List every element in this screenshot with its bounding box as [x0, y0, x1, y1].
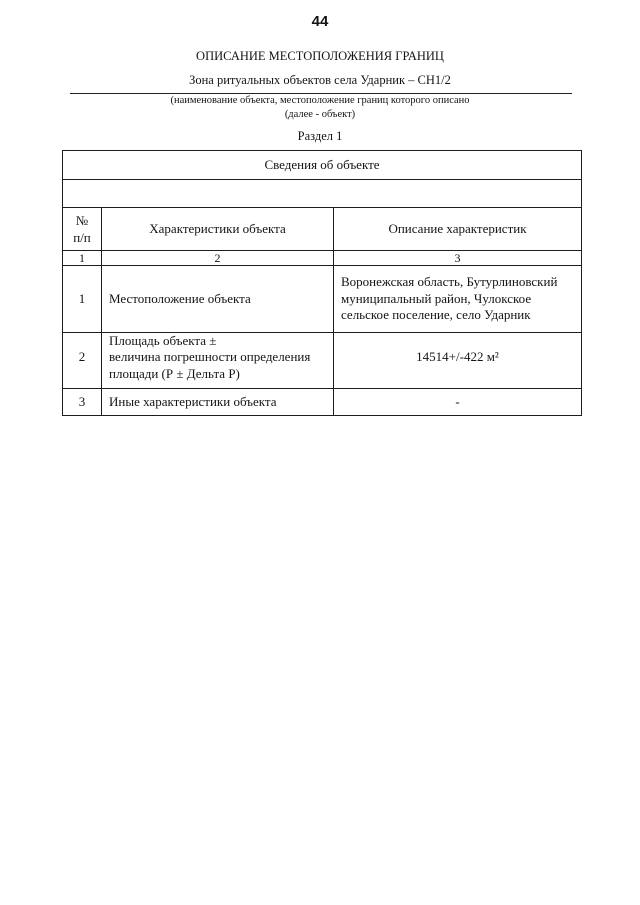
characteristic-line: величина погрешности определения — [109, 349, 311, 365]
object-name-caption-line: (далее - объект) — [284, 109, 356, 120]
column-number-cell: 3 — [454, 251, 461, 265]
characteristic-line: Площадь объекта ± — [109, 332, 217, 348]
characteristic-line: Иные характеристики объекта — [109, 393, 277, 409]
row-number-cell: 2 — [63, 333, 102, 388]
column-number-cell: 2 — [102, 251, 334, 265]
table-title: Сведения об объекте — [264, 156, 380, 172]
description-cell — [334, 266, 581, 332]
header-number-line: п/п — [73, 230, 91, 245]
column-number-cell: 1 — [63, 251, 102, 265]
column-number-row — [63, 251, 581, 266]
table-row — [63, 333, 581, 389]
characteristic-line: площади (Р ± Дельта Р) — [109, 365, 240, 381]
table-empty-cell — [63, 180, 581, 207]
table-row — [63, 266, 581, 333]
object-name-underline — [70, 93, 572, 94]
description-cell — [334, 333, 581, 388]
table-empty-row — [63, 180, 581, 208]
header-characteristic-cell: Характеристики объекта — [102, 208, 334, 250]
document-title: ОПИСАНИЕ МЕСТОПОЛОЖЕНИЯ ГРАНИЦ — [196, 49, 444, 63]
object-name-caption-line: (наименование объекта, местоположение границ которого описано — [170, 95, 470, 106]
characteristic-cell — [102, 266, 334, 332]
description-line: 14514+/-422 м² — [416, 349, 499, 365]
table-row — [63, 389, 581, 415]
description-line: муниципальный район, Чулокское — [341, 290, 532, 306]
row-number-cell: 1 — [63, 266, 102, 332]
object-name: Зона ритуальных объектов села Ударник – СН1/2 — [189, 73, 451, 87]
table-title-row — [63, 151, 581, 180]
characteristic-cell — [102, 333, 334, 388]
header-description-cell: Описание характеристик — [388, 220, 527, 236]
page-number: 44 — [311, 13, 329, 30]
object-info-table — [62, 150, 582, 416]
header-number-line: № — [75, 213, 89, 228]
header-number-cell — [63, 208, 102, 250]
characteristic-cell — [102, 389, 334, 415]
description-cell — [334, 389, 581, 415]
table-header-row — [63, 208, 581, 251]
description-line: сельское поселение, село Ударник — [341, 307, 531, 323]
description-line: Воронежская область, Бутурлиновский — [341, 274, 558, 290]
characteristic-line: Местоположение объекта — [109, 290, 251, 306]
description-line: - — [455, 393, 460, 409]
row-number-cell: 3 — [63, 389, 102, 415]
section-title: Раздел 1 — [297, 129, 343, 143]
